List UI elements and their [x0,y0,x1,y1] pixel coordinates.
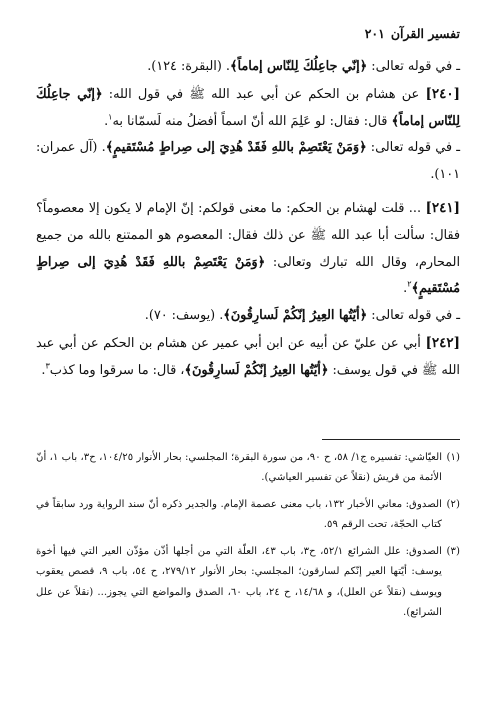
footnote-ref[interactable]: ٢ [407,280,412,290]
footnote-number: (١) [446,451,460,463]
quran-quote: ﴿إنّي جاعِلُكَ لِلنّاس إماماً﴾ [229,59,368,74]
footnote-number: (٣) [446,545,460,557]
footnote [36,495,460,536]
quran-quote: ﴿وَمَنْ يَعْتَصِمْ باللهِ فَقَدْ هُدِيَ إلى صِراطٍ مُسْتَقيمٍ﴾ [105,140,367,156]
quran-quote: ﴿أيّتُها العِيرُ إنّكُمْ لَسارِقُونَ﴾ [223,308,368,324]
header-title: تفسير القرآن [390,26,460,41]
footnotes [36,448,460,624]
main-text [36,54,460,385]
footnote [36,448,460,489]
verse-heading: ـ في قوله تعالى: ﴿إنّي جاعِلُكَ لِلنّاس إماماً﴾. (البقرة: ١٢٤). [147,59,460,74]
footnote-text: العيّاشي: تفسيره ج١/ ٥٨، ح ٩٠، من سورة البقرة؛ المجلسي: بحار الأنوار ١٠٤/٢٥، ح٣، باب ١، أنّ الأئمة من قريش (نقلاً عن تفسير العياشي). [36,451,443,484]
hadith-paragraph: [٢٤٢] أبي عن عليّ عن أبيه عن ابن أبي عمير عن هشام بن الحكم عن أبي عبد الله ﷺ في قول يوسف: ﴿أيّتُها العِيرُ إنّكُمْ لَسارِقُونَ﴾، قال: ما سرقوا وما كذب$^٣$. [36,334,460,378]
hadith-paragraph: [٢٤١] ... قلت لهشام بن الحكم: ما معنى قولكم: إنّ الإمام لا يكون إلا معصوماً؟ فقال: سألت أبا عبد الله ﷺ عن ذلك فقال: المعصوم هو الممتنع بالله من جميع المحارم، وقال الله تبارك وتعالى: ﴿وَمَنْ يَعْتَصِمْ باللهِ فَقَدْ هُدِيَ إلى صِراطٍ مُسْتَقيمٍ﴾$^٢$. [36,199,461,297]
footnote-text: الصدوق: معاني الأخبار ١٣٢، باب معنى عصمة الإمام. والجدير ذكره أنّ سند الرواية ورد سابقاً في كتاب الحجّة، تحت الرقم ٥٩. [36,498,442,531]
footnote-ref[interactable]: ٣ [45,361,50,371]
footnote-ref[interactable]: ١ [108,112,113,122]
quran-quote: ﴿أيّتُها العِيرُ إنّكُمْ لَسارِقُونَ﴾ [184,362,329,378]
verse-heading: ـ في قوله تعالى: ﴿أيّتُها العِيرُ إنّكُمْ لَسارِقُونَ﴾. (يوسف: ٧٠). [144,308,460,324]
hadith-paragraph: [٢٤٠] عن هشام بن الحكم عن أبي عبد الله ﷺ في قول الله: ﴿إنّي جاعِلُكَ لِلنّاس إماماً﴾ قال: فقال: لو عَلِمَ الله أنّ اسماً أفضلُ منه لَسمّانا به$^١$. [36,85,461,129]
hadith-number: [٢٤١] [425,199,460,216]
footnote-text: الصدوق: علل الشرائع ٥٢/١، ح٣، باب ٤٣، العلّة التي من أجلها أذّن مؤذّن العير التي فيها أخوة يوسف: أيّتها العير إنّكم لسارقون؛ المجلسي: بحار الأنوار ٢٧٩/١٢، ح ٥٤، باب ٩، قصص يعقوب ويوسف (نقلاً عن العلل)، و ١٤/٦٨، ح ٢٤، باب ٦٠، الصدق والمواضع التي يجوز... (نقلاً عن علل الشرائع). [36,545,442,619]
footnote [36,542,460,624]
quran-quote: ﴿وَمَنْ يَعْتَصِمْ باللهِ فَقَدْ هُدِيَ إلى صِراطٍ مُسْتَقيمٍ﴾ [36,254,460,297]
hadith-number: [٢٤٢] [425,334,460,351]
page-number: ٢٠١ [364,26,385,41]
hadith-number: [٢٤٠] [425,85,461,102]
running-header [36,26,460,54]
verse-heading: ـ في قوله تعالى: ﴿وَمَنْ يَعْتَصِمْ باللهِ فَقَدْ هُدِيَ إلى صِراطٍ مُسْتَقيمٍ﴾. (آل عمران: ١٠١). [36,140,460,183]
quran-quote: ﴿إنّي جاعِلُكَ لِلنّاس إماماً﴾ [36,86,460,129]
footnote-number: (٢) [446,498,460,510]
footnote-divider [322,439,460,440]
